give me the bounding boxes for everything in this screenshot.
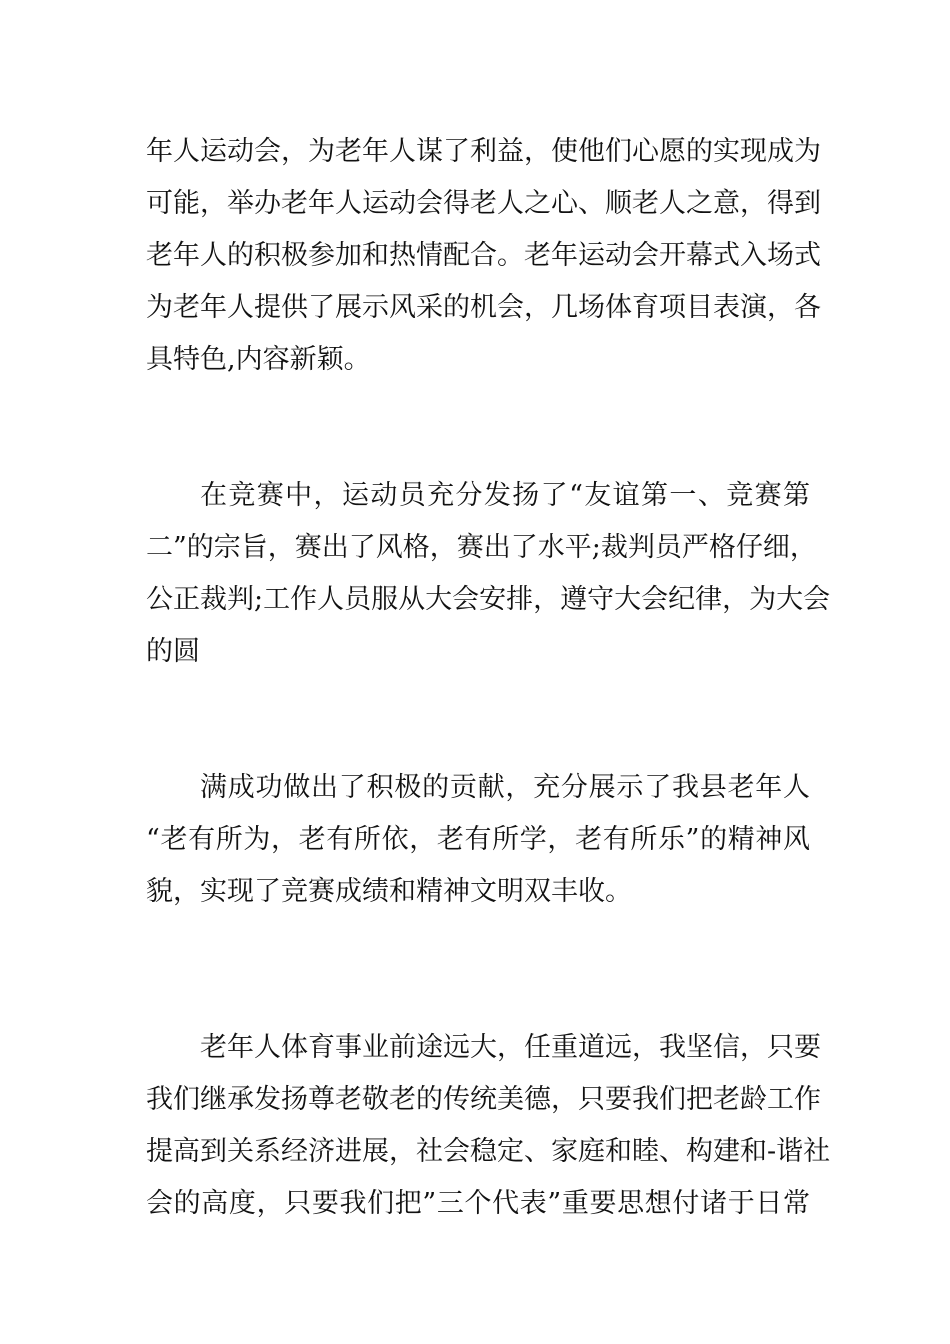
text-line: 老年人的积极参加和热情配合。老年运动会开幕式入场式 <box>146 240 821 271</box>
text-line: 我们继承发扬尊老敬老的传统美德，只要我们把老龄工作 <box>146 1084 821 1115</box>
paragraph-3 <box>146 762 810 918</box>
paragraph-2 <box>146 470 831 678</box>
text-line: 年人运动会，为老年人谋了利益，使他们心愿的实现成为 <box>146 136 821 167</box>
text-line: 老年人体育事业前途远大，任重道远，我坚信，只要 <box>200 1032 821 1063</box>
text-line: 可能，举办老年人运动会得老人之心、顺老人之意，得到 <box>146 188 821 219</box>
text-line: 具特色,内容新颖。 <box>146 344 371 375</box>
text-line: 貌，实现了竞赛成绩和精神文明双丰收。 <box>146 876 632 907</box>
text-line: 为老年人提供了展示风采的机会，几场体育项目表演，各 <box>146 292 821 323</box>
text-line: 提高到关系经济进展，社会稳定、家庭和睦、构建和-谐社 <box>146 1136 831 1167</box>
text-line: 公正裁判;工作人员服从大会安排，遵守大会纪律，为大会 <box>146 584 831 615</box>
text-line: 的圆 <box>146 636 200 667</box>
paragraph-1 <box>146 126 821 386</box>
text-line: 会的高度，只要我们把”三个代表”重要思想付诸于日常 <box>146 1188 810 1219</box>
paragraph-4 <box>146 1022 831 1230</box>
text-line: 在竞赛中，运动员充分发扬了“友谊第一、竞赛第 <box>200 480 810 511</box>
text-line: 二”的宗旨，赛出了风格，赛出了水平;裁判员严格仔细， <box>146 532 817 563</box>
text-line: “老有所为，老有所依，老有所学，老有所乐”的精神风 <box>146 824 810 855</box>
text-line: 满成功做出了积极的贡献，充分展示了我县老年人 <box>200 772 810 803</box>
